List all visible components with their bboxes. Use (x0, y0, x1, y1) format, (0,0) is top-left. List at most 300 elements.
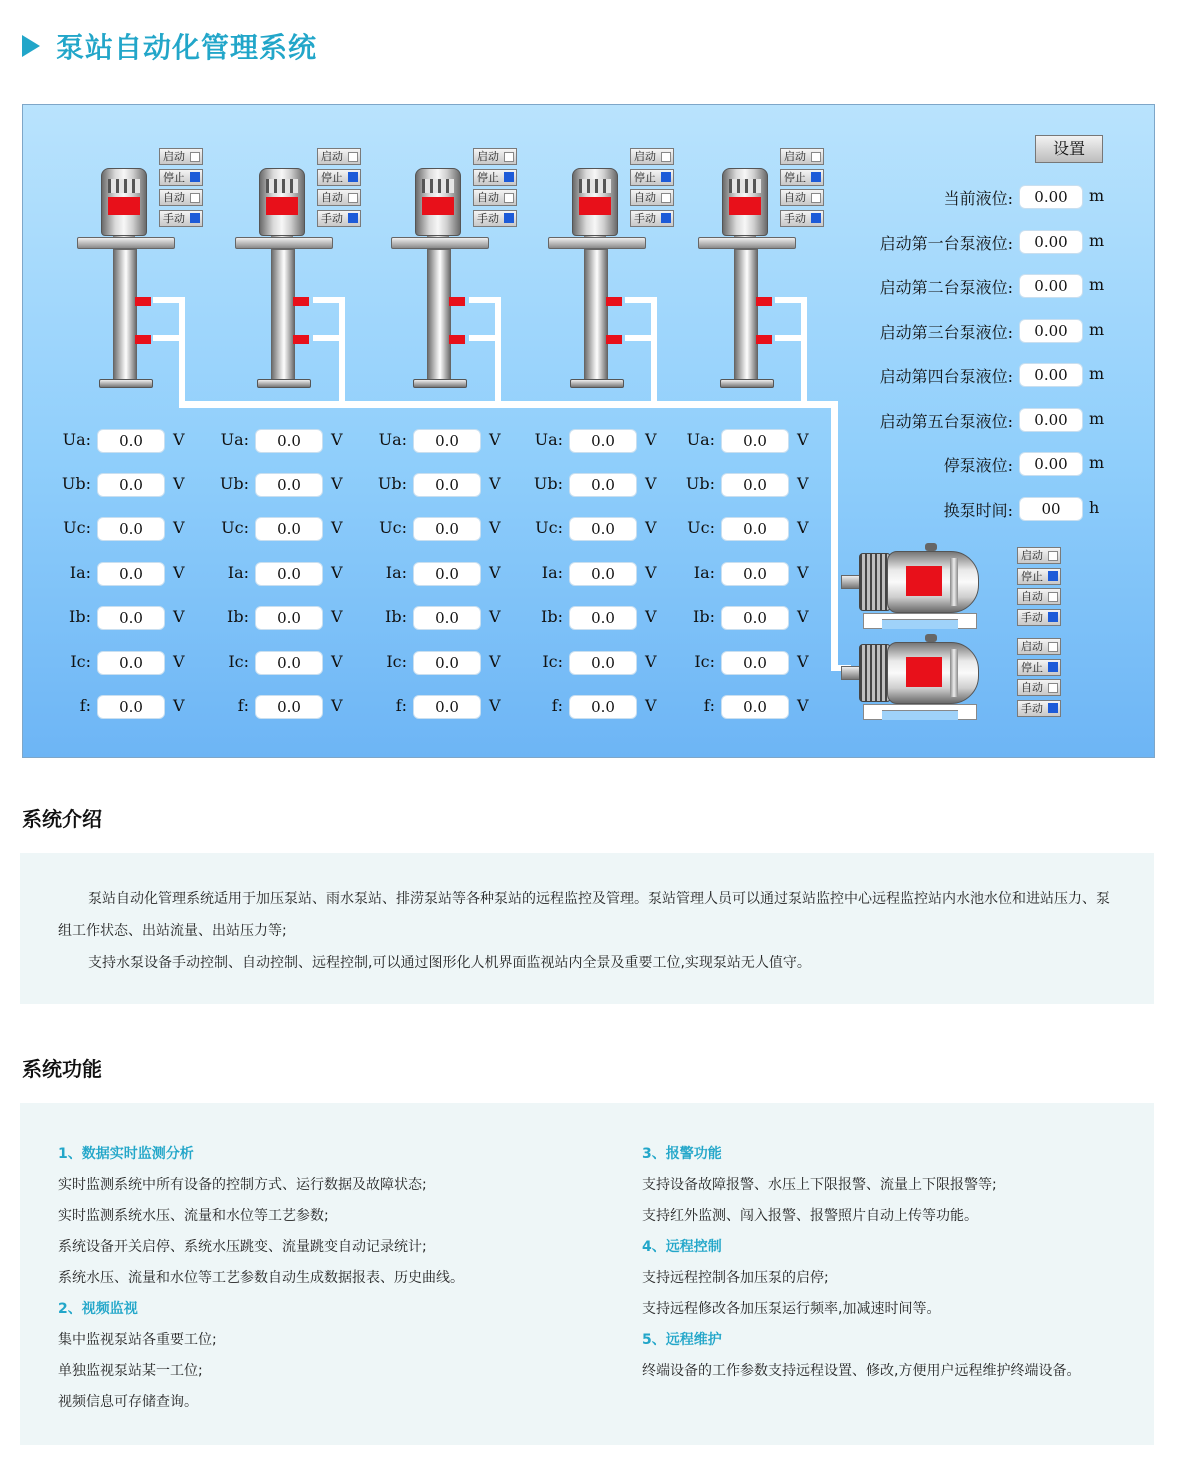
readout-label: Ib: (385, 607, 407, 626)
readout-unit: V (173, 474, 185, 493)
pump-shaft (734, 249, 758, 381)
readout-label: Ua: (686, 430, 715, 449)
indicator-square-icon (661, 213, 671, 223)
play-triangle-icon (22, 35, 40, 57)
level-value-field[interactable]: 0.00 (1019, 363, 1083, 387)
readout-label: Uc: (687, 518, 715, 537)
scada-panel (22, 104, 1155, 758)
indicator-square-icon (190, 193, 200, 203)
motor-fins (108, 179, 140, 193)
control-stop-button[interactable] (159, 169, 203, 186)
control-auto-button[interactable] (630, 189, 674, 206)
readout-label: Ib: (227, 607, 249, 626)
control-label: 启动 (477, 150, 499, 163)
readout-label: Ua: (220, 430, 249, 449)
control-label: 手动 (163, 211, 185, 225)
level-value-field[interactable]: 0.00 (1019, 274, 1083, 298)
pump-outlet-port (293, 335, 309, 344)
level-label: 停泵液位: (943, 456, 1013, 475)
level-value-field[interactable]: 0.00 (1019, 408, 1083, 432)
control-start-button[interactable] (317, 148, 361, 165)
pipe-segment (179, 401, 835, 408)
readout-label: Ub: (219, 474, 249, 493)
readout-value-field[interactable]: 0.0 (721, 651, 789, 675)
motor-status-indicator (579, 197, 611, 215)
function-heading: 2、视频监视 (58, 1301, 138, 1317)
readout-label: Ub: (533, 474, 563, 493)
control-stop-button[interactable] (1017, 568, 1061, 585)
readout-value-field[interactable]: 0.0 (569, 473, 637, 497)
readout-label: Uc: (379, 518, 407, 537)
control-stop-button[interactable] (780, 169, 824, 186)
level-unit: m (1089, 275, 1105, 294)
readout-unit: V (797, 518, 809, 537)
indicator-square-icon (811, 213, 821, 223)
level-label: 启动第一台泵液位: (879, 233, 1013, 253)
indicator-square-icon (190, 172, 200, 182)
pump-flange (235, 237, 333, 249)
level-label: 启动第三台泵液位: (879, 322, 1013, 342)
pump-flange (391, 237, 489, 249)
base-slot (882, 619, 958, 629)
pump-shaft (427, 249, 451, 381)
indicator-square-icon (190, 152, 200, 162)
readout-value-field[interactable]: 0.0 (255, 562, 323, 586)
level-value-field[interactable]: 0.00 (1019, 452, 1083, 476)
readout-unit: V (489, 652, 501, 671)
level-label: 当前液位: (943, 189, 1013, 208)
readout-value-field[interactable]: 0.0 (721, 562, 789, 586)
level-unit: m (1089, 186, 1105, 205)
readout-unit: V (489, 518, 501, 537)
motor-fins (729, 179, 761, 193)
function-item: 支持远程控制各加压泵的启停; (642, 1270, 829, 1286)
readout-unit: V (173, 430, 185, 449)
control-manual-button[interactable] (630, 210, 674, 227)
function-item: 终端设备的工作参数支持远程设置、修改,方便用户远程维护终端设备。 (642, 1363, 1081, 1379)
function-item: 系统水压、流量和水位等工艺参数自动生成数据报表、历史曲线。 (58, 1270, 464, 1286)
pump-outlet-port (293, 297, 309, 306)
pump-knob (925, 634, 937, 642)
readout-value-field[interactable]: 0.0 (97, 651, 165, 675)
readout-value-field[interactable]: 0.0 (97, 695, 165, 719)
intro-box (20, 853, 1154, 1004)
readout-value-field[interactable]: 0.0 (721, 429, 789, 453)
motor-status-indicator (906, 566, 942, 596)
control-label: 手动 (634, 211, 656, 225)
indicator-square-icon (504, 193, 514, 203)
indicator-square-icon (1048, 683, 1058, 693)
function-heading: 4、远程控制 (642, 1239, 722, 1255)
control-auto-button[interactable] (1017, 679, 1061, 696)
control-manual-button[interactable] (780, 210, 824, 227)
level-unit: m (1089, 453, 1105, 472)
readout-value-field[interactable]: 0.0 (255, 651, 323, 675)
level-unit: m (1089, 364, 1105, 383)
control-label: 自动 (784, 191, 806, 204)
control-manual-button[interactable] (1017, 609, 1061, 626)
pipe-segment (831, 401, 838, 669)
pump-base (720, 379, 774, 388)
readout-unit: V (331, 563, 343, 582)
motor-fins (579, 179, 611, 193)
readout-value-field[interactable]: 0.0 (97, 606, 165, 630)
readout-label: Ub: (61, 474, 91, 493)
readout-unit: V (331, 696, 343, 715)
pump-motor (722, 168, 768, 236)
readout-label: Ib: (541, 607, 563, 626)
readout-value-field[interactable]: 0.0 (97, 517, 165, 541)
indicator-square-icon (1048, 703, 1058, 713)
control-label: 启动 (634, 150, 656, 163)
function-item: 集中监视泵站各重要工位; (58, 1332, 217, 1348)
control-start-button[interactable] (1017, 638, 1061, 655)
readout-unit: V (489, 563, 501, 582)
control-label: 手动 (784, 211, 806, 225)
page-title-text: 泵站自动化管理系统 (56, 31, 318, 64)
pump-outlet-port (449, 335, 465, 344)
level-value-field[interactable]: 00 (1019, 497, 1083, 521)
readout-value-field[interactable]: 0.0 (569, 606, 637, 630)
pump-ring (950, 649, 958, 697)
control-label: 手动 (1021, 610, 1043, 624)
pump-outlet-port (756, 335, 772, 344)
control-label: 启动 (321, 150, 343, 163)
motor-status-indicator (266, 197, 298, 215)
pump-control-group (473, 148, 517, 230)
function-item: 单独监视泵站某一工位; (58, 1363, 203, 1379)
intro-heading: 系统介绍 (22, 807, 102, 831)
pump-knob (925, 543, 937, 551)
control-manual-button[interactable] (317, 210, 361, 227)
control-label: 停止 (1021, 660, 1043, 674)
indicator-square-icon (504, 172, 514, 182)
control-auto-button[interactable] (1017, 588, 1061, 605)
page-title (22, 26, 317, 66)
readout-value-field[interactable]: 0.0 (569, 695, 637, 719)
readout-unit: V (489, 430, 501, 449)
readout-label: Ua: (378, 430, 407, 449)
control-label: 自动 (477, 191, 499, 204)
readout-label: f: (551, 696, 563, 715)
settings-button[interactable]: 设置 (1035, 135, 1103, 163)
control-label: 启动 (1021, 549, 1043, 562)
functions-left-column (58, 1139, 464, 1418)
control-stop-button[interactable] (473, 169, 517, 186)
level-value-field[interactable]: 0.00 (1019, 230, 1083, 254)
readout-unit: V (489, 696, 501, 715)
readout-unit: V (331, 652, 343, 671)
pump-base (99, 379, 153, 388)
readout-label: f: (237, 696, 249, 715)
readout-value-field[interactable]: 0.0 (255, 473, 323, 497)
readout-label: Uc: (63, 518, 91, 537)
level-unit: m (1089, 230, 1105, 250)
readout-unit: V (797, 563, 809, 582)
readout-label: Ic: (386, 652, 407, 671)
pump-outlet-port (449, 297, 465, 306)
readout-label: Ua: (534, 430, 563, 449)
readout-value-field[interactable]: 0.0 (721, 473, 789, 497)
control-label: 停止 (634, 170, 656, 184)
control-label: 自动 (321, 191, 343, 204)
motor-status-indicator (906, 657, 942, 687)
pump-shaft (584, 249, 608, 381)
readout-label: Uc: (221, 518, 249, 537)
indicator-square-icon (661, 172, 671, 182)
level-value-field[interactable]: 0.00 (1019, 319, 1083, 343)
readout-label: Ub: (377, 474, 407, 493)
pipe-segment (495, 297, 501, 403)
pump-outlet-port (135, 335, 151, 344)
readout-value-field[interactable]: 0.0 (97, 473, 165, 497)
indicator-square-icon (661, 193, 671, 203)
function-item: 支持红外监测、闯入报警、报警照片自动上传等功能。 (642, 1208, 978, 1224)
readout-value-field[interactable]: 0.0 (569, 429, 637, 453)
indicator-square-icon (811, 172, 821, 182)
pump-flange (698, 237, 796, 249)
readout-value-field[interactable]: 0.0 (413, 606, 481, 630)
function-heading: 3、报警功能 (642, 1146, 722, 1162)
control-start-button[interactable] (630, 148, 674, 165)
pump-control-group (317, 148, 361, 230)
readout-label: Ub: (685, 474, 715, 493)
indicator-square-icon (661, 152, 671, 162)
readout-value-field[interactable]: 0.0 (721, 695, 789, 719)
control-label: 停止 (321, 170, 343, 184)
readout-label: Ic: (694, 652, 715, 671)
readout-value-field[interactable]: 0.0 (721, 517, 789, 541)
level-label: 换泵时间: (943, 500, 1013, 520)
functions-heading: 系统功能 (22, 1057, 102, 1081)
pump-base (863, 704, 977, 720)
indicator-square-icon (1048, 642, 1058, 652)
control-manual-button[interactable] (159, 210, 203, 227)
control-label: 停止 (163, 170, 185, 184)
indicator-square-icon (348, 193, 358, 203)
motor-fins (266, 179, 298, 193)
pump-motor (415, 168, 461, 236)
control-label: 停止 (477, 170, 499, 184)
readout-unit: V (645, 696, 657, 715)
indicator-square-icon (504, 152, 514, 162)
base-slot (882, 710, 958, 720)
readout-value-field[interactable]: 0.0 (569, 562, 637, 586)
function-item: 视频信息可存储查询。 (58, 1394, 198, 1410)
function-item: 系统设备开关启停、系统水压跳变、流量跳变自动记录统计; (58, 1239, 427, 1255)
readout-label: Ia: (541, 563, 563, 582)
intro-paragraph-2: 支持水泵设备手动控制、自动控制、远程控制,可以通过图形化人机界面监视站内全景及重要工位,实现泵站无人值守。 (88, 955, 811, 971)
readout-value-field[interactable]: 0.0 (255, 517, 323, 541)
pump-control-group (1017, 638, 1061, 720)
indicator-square-icon (1048, 551, 1058, 561)
pump-shaft (113, 249, 137, 381)
motor-status-indicator (729, 197, 761, 215)
level-label: 启动第四台泵液位: (879, 367, 1013, 386)
readout-label: Ia: (69, 563, 91, 582)
control-label: 自动 (1021, 681, 1043, 694)
readout-value-field[interactable]: 0.0 (413, 517, 481, 541)
readout-value-field[interactable]: 0.0 (97, 562, 165, 586)
functions-box (20, 1103, 1154, 1445)
pump-shaft (271, 249, 295, 381)
readout-value-field[interactable]: 0.0 (413, 562, 481, 586)
pipe-segment (801, 297, 807, 403)
readout-value-field[interactable]: 0.0 (255, 606, 323, 630)
pump-flange (548, 237, 646, 249)
level-label: 启动第五台泵液位: (879, 411, 1013, 431)
readout-unit: V (489, 607, 501, 626)
pump-outlet-port (606, 297, 622, 306)
readout-label: Ia: (385, 563, 407, 582)
horizontal-pump-1[interactable] (841, 547, 991, 637)
control-label: 手动 (321, 211, 343, 225)
level-unit: m (1089, 408, 1105, 428)
readout-unit: V (173, 607, 185, 626)
control-label: 停止 (1021, 569, 1043, 583)
readout-value-field[interactable]: 0.0 (413, 651, 481, 675)
indicator-square-icon (1048, 592, 1058, 602)
function-item: 实时监测系统中所有设备的控制方式、运行数据及故障状态; (58, 1177, 427, 1193)
readout-label: f: (79, 696, 91, 715)
readout-unit: V (645, 563, 657, 582)
indicator-square-icon (1048, 571, 1058, 581)
indicator-square-icon (504, 213, 514, 223)
readout-value-field[interactable]: 0.0 (721, 606, 789, 630)
readout-value-field[interactable]: 0.0 (97, 429, 165, 453)
pump-control-group (1017, 547, 1061, 629)
control-manual-button[interactable] (473, 210, 517, 227)
control-start-button[interactable] (159, 148, 203, 165)
readout-unit: V (331, 607, 343, 626)
control-auto-button[interactable] (473, 189, 517, 206)
readout-unit: V (797, 652, 809, 671)
pump-motor (259, 168, 305, 236)
readout-unit: V (331, 430, 343, 449)
control-stop-button[interactable] (317, 169, 361, 186)
function-heading: 5、远程维护 (642, 1332, 722, 1348)
indicator-square-icon (1048, 612, 1058, 622)
readout-value-field[interactable]: 0.0 (569, 517, 637, 541)
readout-unit: V (173, 563, 185, 582)
level-label: 启动第二台泵液位: (879, 278, 1013, 297)
readout-value-field[interactable]: 0.0 (413, 695, 481, 719)
functions-right-column (642, 1139, 1080, 1387)
control-label: 启动 (1021, 640, 1043, 653)
readout-value-field[interactable]: 0.0 (413, 429, 481, 453)
control-label: 启动 (163, 150, 185, 163)
readout-value-field[interactable]: 0.0 (255, 429, 323, 453)
readout-unit: V (645, 652, 657, 671)
control-stop-button[interactable] (1017, 659, 1061, 676)
readout-label: Ia: (227, 563, 249, 582)
readout-unit: V (173, 518, 185, 537)
indicator-square-icon (811, 152, 821, 162)
pump-motor (101, 168, 147, 236)
readout-unit: V (797, 430, 809, 449)
control-start-button[interactable] (1017, 547, 1061, 564)
motor-status-indicator (422, 197, 454, 215)
control-label: 自动 (1021, 590, 1043, 603)
control-label: 停止 (784, 170, 806, 184)
level-unit: m (1089, 319, 1105, 339)
pump-outlet-port (756, 297, 772, 306)
control-stop-button[interactable] (630, 169, 674, 186)
pipe-segment (179, 297, 185, 403)
control-label: 启动 (784, 150, 806, 163)
pipe-segment (339, 297, 345, 403)
readout-value-field[interactable]: 0.0 (569, 651, 637, 675)
pump-control-group (159, 148, 203, 230)
readout-unit: V (797, 696, 809, 715)
readout-label: f: (703, 696, 715, 715)
horizontal-pump-2[interactable] (841, 638, 991, 728)
control-start-button[interactable] (780, 148, 824, 165)
readout-label: Ic: (70, 652, 91, 671)
control-auto-button[interactable] (159, 189, 203, 206)
control-manual-button[interactable] (1017, 700, 1061, 717)
indicator-square-icon (190, 213, 200, 223)
pump-base (863, 613, 977, 629)
readout-value-field[interactable]: 0.0 (413, 473, 481, 497)
pump-outlet-port (135, 297, 151, 306)
readout-unit: V (645, 474, 657, 493)
pump-base (570, 379, 624, 388)
indicator-square-icon (348, 152, 358, 162)
function-item: 支持设备故障报警、水压上下限报警、流量上下限报警等; (642, 1177, 997, 1193)
readout-unit: V (173, 696, 185, 715)
readout-unit: V (797, 474, 809, 493)
control-auto-button[interactable] (317, 189, 361, 206)
intro-paragraph-1: 泵站自动化管理系统适用于加压泵站、雨水泵站、排涝泵站等各种泵站的远程监控及管理。泵站管理人员可以通过泵站监控中心远程监控站内水池水位和进站压力、泵组工作状态、出站流量、出站压力等; (58, 891, 1110, 939)
pump-motor (572, 168, 618, 236)
pump-body (887, 642, 979, 704)
pipe-segment (651, 297, 657, 403)
indicator-square-icon (1048, 662, 1058, 672)
readout-label: Ic: (228, 652, 249, 671)
readout-label: Ib: (69, 607, 91, 626)
pump-body (887, 551, 979, 613)
readout-label: f: (395, 696, 407, 715)
readout-unit: V (331, 474, 343, 493)
control-label: 手动 (477, 211, 499, 225)
level-value-field[interactable]: 0.00 (1019, 185, 1083, 209)
function-heading: 1、数据实时监测分析 (58, 1146, 194, 1162)
control-label: 手动 (1021, 701, 1043, 715)
control-start-button[interactable] (473, 148, 517, 165)
readout-label: Ua: (62, 430, 91, 449)
readout-label: Ib: (693, 607, 715, 626)
pump-ring (950, 558, 958, 606)
pump-base (413, 379, 467, 388)
pump-base (257, 379, 311, 388)
readout-label: Ia: (693, 563, 715, 582)
function-item: 实时监测系统水压、流量和水位等工艺参数; (58, 1208, 329, 1224)
motor-fins (422, 179, 454, 193)
readout-unit: V (645, 607, 657, 626)
readout-value-field[interactable]: 0.0 (255, 695, 323, 719)
function-item: 支持远程修改各加压泵运行频率,加减速时间等。 (642, 1301, 941, 1317)
readout-unit: V (645, 518, 657, 537)
indicator-square-icon (348, 172, 358, 182)
motor-status-indicator (108, 197, 140, 215)
control-label: 自动 (163, 191, 185, 204)
pump-control-group (630, 148, 674, 230)
pipe-segment (831, 667, 838, 671)
control-label: 自动 (634, 191, 656, 204)
readout-label: Ic: (542, 652, 563, 671)
pump-outlet-port (606, 335, 622, 344)
